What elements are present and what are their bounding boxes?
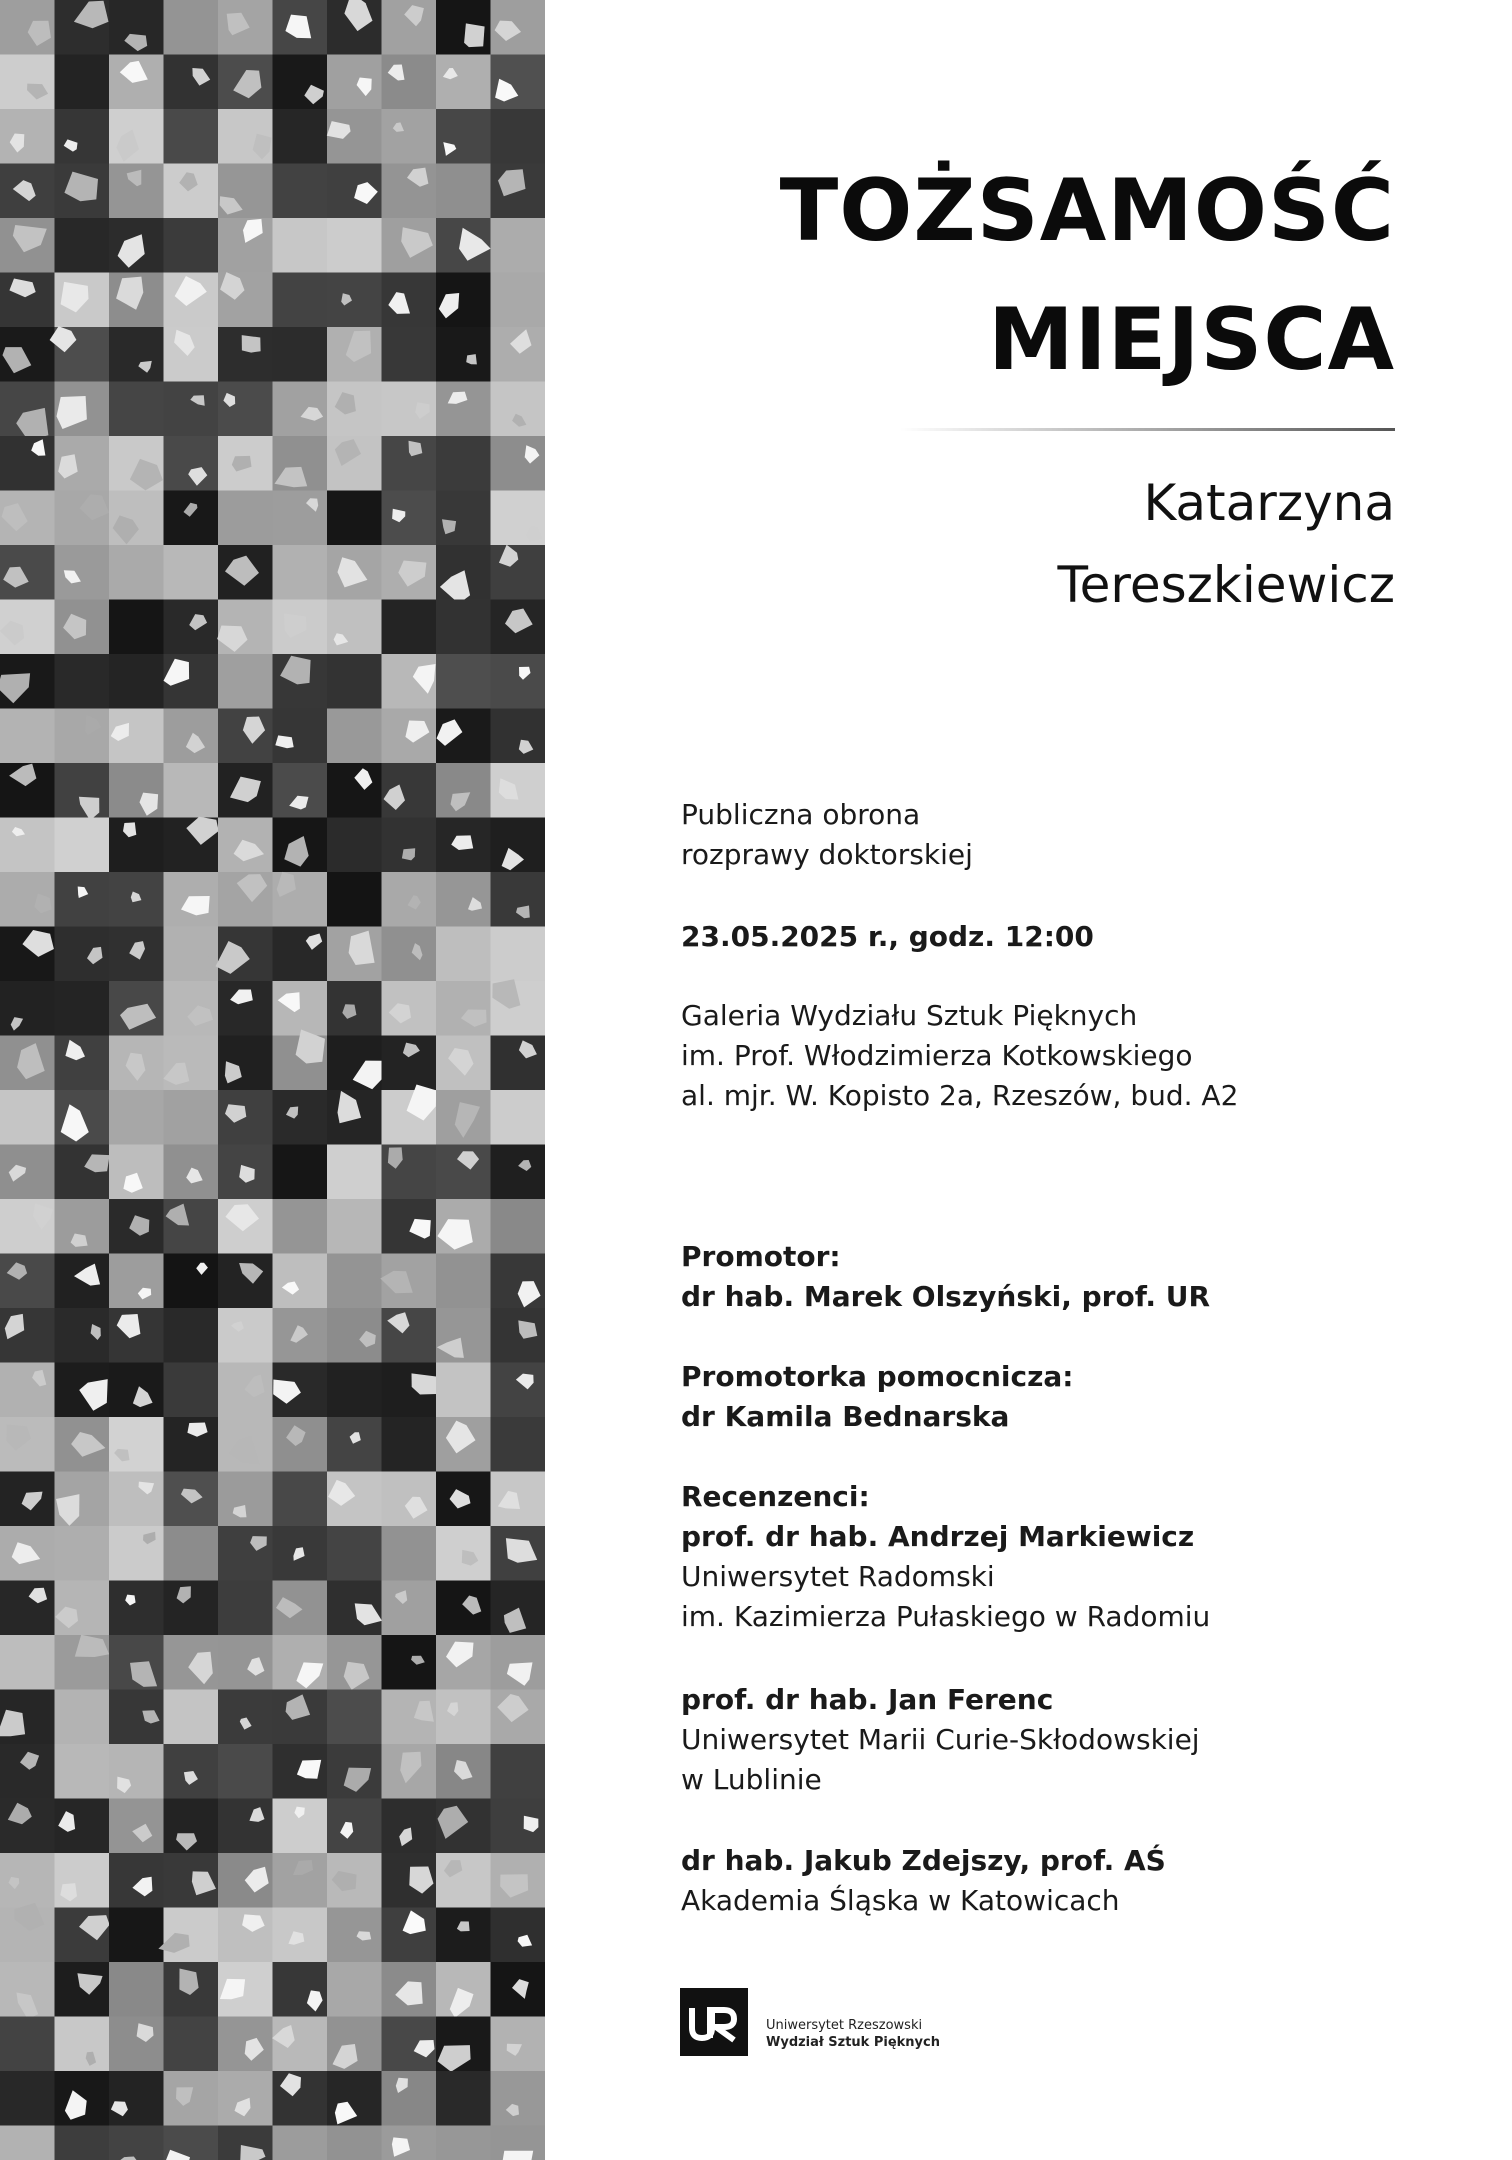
reviewer-1-affiliation-1: Uniwersytet Radomski — [681, 1560, 995, 1593]
logo-text — [766, 2017, 940, 2051]
assistant-block — [681, 1357, 1073, 1437]
reviewer-2-affiliation-1: Uniwersytet Marii Curie-Skłodowskiej — [681, 1723, 1200, 1756]
author-first-name: Katarzyna — [1143, 474, 1395, 532]
reviewers-label: Recenzenci: — [681, 1480, 870, 1513]
author-last-name: Tereszkiewicz — [1057, 556, 1395, 614]
reviewer-3-affiliation-1: Akademia Śląska w Katowicach — [681, 1884, 1120, 1917]
venue-line-1: Galeria Wydziału Sztuk Pięknych — [681, 999, 1138, 1032]
event-datetime: 23.05.2025 r., godz. 12:00 — [681, 920, 1094, 953]
assistant-name: dr Kamila Bednarska — [681, 1400, 1010, 1433]
reviewer-3-name: dr hab. Jakub Zdejszy, prof. AŚ — [681, 1844, 1166, 1877]
event-venue — [681, 996, 1238, 1116]
venue-line-3: al. mjr. W. Kopisto 2a, Rzeszów, bud. A2 — [681, 1079, 1239, 1112]
reviewers-block — [681, 1477, 1210, 1637]
promotor-label: Promotor: — [681, 1240, 841, 1273]
event-type-line-1: Publiczna obrona — [681, 798, 921, 831]
event-type — [681, 795, 973, 875]
title-line-2: MIEJSCA — [988, 290, 1395, 390]
reviewer-3-block — [681, 1841, 1166, 1921]
ur-logo-icon — [680, 1988, 748, 2056]
promotor-block — [681, 1237, 1210, 1317]
logo-university: Uniwersytet Rzeszowski — [766, 2018, 923, 2033]
assistant-label: Promotorka pomocnicza: — [681, 1360, 1074, 1393]
event-datetime-block — [681, 917, 1094, 957]
promotor-name: dr hab. Marek Olszyński, prof. UR — [681, 1280, 1211, 1313]
logo-faculty: Wydział Sztuk Pięknych — [766, 2035, 940, 2050]
reviewer-2-name: prof. dr hab. Jan Ferenc — [681, 1683, 1054, 1716]
reviewer-2-block — [681, 1680, 1200, 1800]
title-line-1: TOŻSAMOŚĆ — [779, 161, 1395, 261]
title-divider — [900, 428, 1395, 431]
event-type-line-2: rozprawy doktorskiej — [681, 838, 973, 871]
ur-logo-mark — [680, 1988, 748, 2056]
reviewer-1-name: prof. dr hab. Andrzej Markiewicz — [681, 1520, 1195, 1553]
reviewer-2-affiliation-2: w Lublinie — [681, 1763, 822, 1796]
venue-line-2: im. Prof. Włodzimierza Kotkowskiego — [681, 1039, 1193, 1072]
reviewer-1-affiliation-2: im. Kazimierza Pułaskiego w Radomiu — [681, 1600, 1211, 1633]
